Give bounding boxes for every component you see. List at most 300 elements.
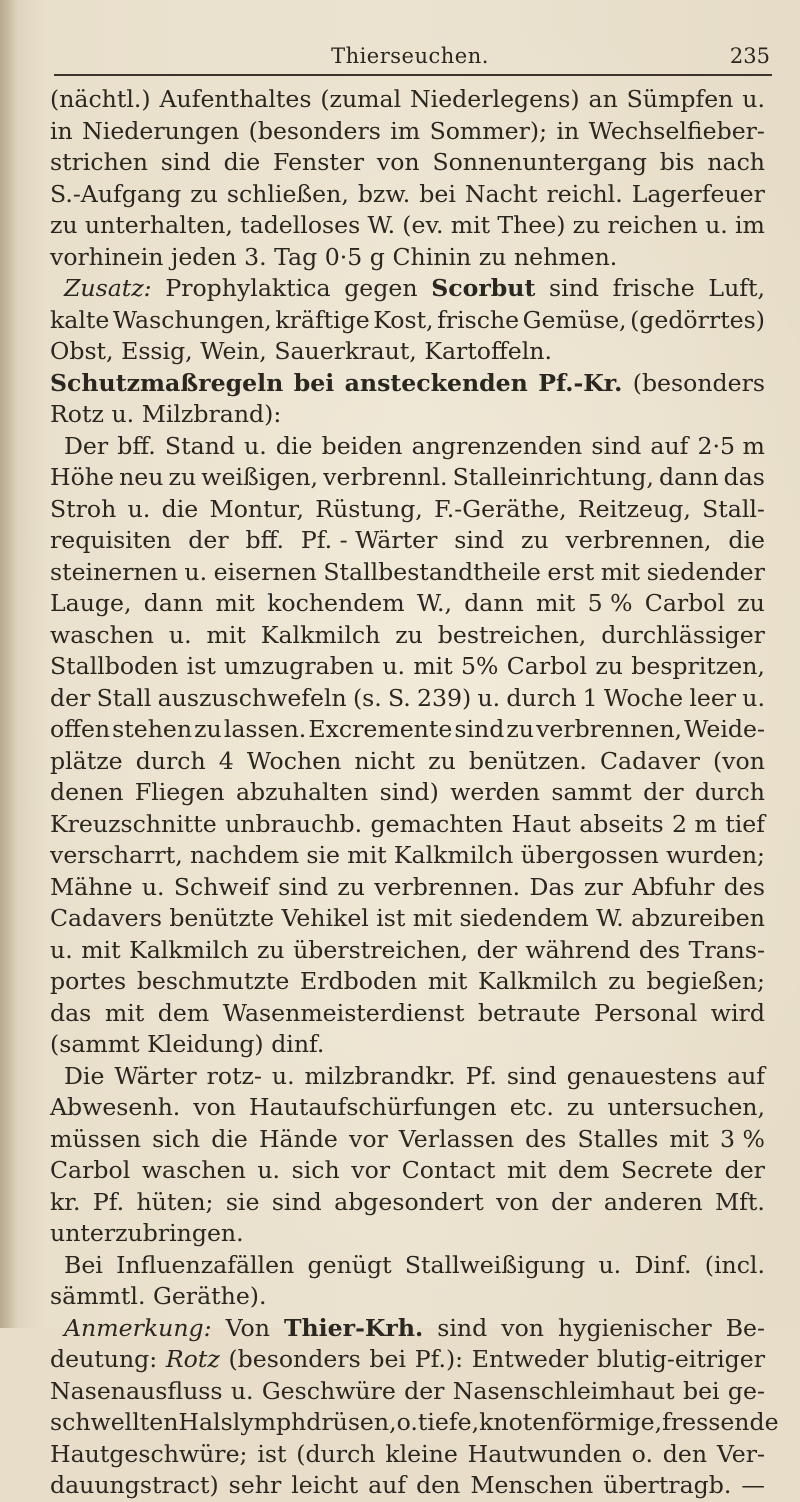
word: wird — [710, 998, 765, 1027]
word: Cadavers — [50, 904, 162, 932]
text-line — [50, 998, 765, 1030]
word: bff. — [117, 431, 156, 460]
word: benützte — [169, 904, 275, 932]
word: zu — [521, 526, 549, 554]
word: Thier-Krh. — [283, 1313, 424, 1342]
word: W. — [367, 211, 396, 239]
word: Das — [529, 872, 575, 901]
word: Essig, — [121, 337, 193, 365]
word: zu — [256, 935, 285, 964]
word: der — [724, 1156, 765, 1184]
word: abgesondert — [334, 1187, 484, 1216]
word: der — [188, 526, 229, 554]
text-line — [50, 746, 765, 778]
text-line — [50, 336, 765, 368]
word: in — [50, 116, 73, 145]
text-line — [50, 1092, 765, 1124]
word: steinernen — [50, 557, 178, 586]
page-header — [40, 44, 780, 74]
word: unterzubringen. — [50, 1219, 244, 1247]
word: deutung: — [50, 1345, 158, 1373]
word: gegen — [344, 274, 418, 302]
word: verbrennl. — [323, 463, 448, 491]
word: durch — [506, 683, 577, 712]
word: 1 — [582, 683, 598, 712]
word: u. — [50, 935, 73, 964]
word: der — [476, 935, 517, 964]
word: S.-Aufgang — [50, 179, 182, 208]
word: Stallboden — [50, 652, 179, 680]
word: Kalkmilch — [478, 967, 598, 995]
word: Entweder — [471, 1345, 589, 1373]
word: verbrennen, — [536, 715, 683, 743]
word: durch — [135, 746, 206, 775]
word: 3 % — [719, 1124, 765, 1153]
word: Prophylaktica — [165, 274, 331, 302]
word: 4 — [218, 746, 234, 775]
word: Influenzafällen — [116, 1250, 295, 1279]
word: dem — [557, 1156, 610, 1184]
word: (sammt — [50, 1030, 140, 1058]
word: Dinf. — [634, 1250, 692, 1279]
word: von — [501, 1313, 544, 1342]
word: von — [376, 148, 420, 176]
word: der — [643, 778, 684, 806]
word: sammt — [551, 778, 632, 806]
text-line — [50, 1281, 765, 1313]
word: nachdem — [189, 841, 300, 869]
word: Nasenausfluss — [50, 1376, 223, 1405]
word: Mähne — [50, 872, 133, 901]
word: kräftige — [275, 305, 370, 334]
word: lassen. — [223, 715, 307, 743]
word: Anmerkung: — [64, 1313, 212, 1342]
text-line — [50, 242, 765, 274]
word: an — [588, 85, 618, 113]
word: zu — [168, 463, 197, 491]
text-line — [50, 651, 765, 683]
word: ge- — [727, 1376, 765, 1405]
text-line — [50, 935, 765, 967]
word: Kalkmilch — [393, 841, 514, 869]
word: Reitzeug, — [577, 494, 691, 523]
word: mit — [206, 620, 246, 649]
word: Nasenschleimhaut — [452, 1376, 675, 1405]
word: zur — [583, 872, 623, 901]
word: Die — [64, 1061, 105, 1090]
word: Kartoffeln. — [424, 337, 552, 365]
word: müssen — [50, 1124, 141, 1153]
word: (besonders — [632, 368, 765, 397]
word: zu — [395, 620, 423, 649]
word: u. — [127, 494, 151, 523]
word: Wärter — [114, 1061, 197, 1090]
binding-shadow — [0, 0, 18, 1328]
word: W. — [596, 904, 624, 932]
word: überstreichen, — [293, 935, 469, 964]
word: bff. — [245, 526, 284, 554]
word: Thee) — [497, 211, 566, 239]
word: zu — [566, 1093, 595, 1121]
text-line — [50, 1218, 765, 1250]
word: die — [161, 494, 199, 523]
word: Carbol — [644, 589, 726, 617]
word: Pf.): — [414, 1345, 464, 1373]
word: Bei — [64, 1250, 103, 1279]
word: unbrauchb. — [225, 809, 363, 838]
word: u. — [742, 683, 765, 712]
word: leer — [689, 683, 737, 712]
word: reichen — [607, 211, 698, 239]
word: etc. — [509, 1093, 554, 1121]
word: dem — [157, 998, 210, 1027]
word: mit — [669, 1124, 709, 1153]
word: abzuhalten — [235, 778, 369, 806]
word: sind — [549, 274, 599, 302]
word: Hautgeschwüre; — [50, 1439, 248, 1468]
word: 5 % — [587, 589, 633, 617]
word: dann — [658, 463, 719, 491]
word: verscharrt, — [50, 841, 183, 869]
word: dinf. — [271, 1030, 325, 1058]
word: zu — [194, 715, 222, 743]
text-line — [50, 368, 765, 400]
word: Stall — [96, 683, 152, 712]
word: auf — [650, 431, 689, 460]
word: im — [390, 116, 421, 145]
text-line — [50, 1124, 765, 1156]
word: Trans- — [688, 935, 765, 964]
word: Rüstung, — [315, 494, 423, 523]
word: u. — [184, 557, 208, 586]
word: tadelloses — [240, 211, 361, 239]
text-line — [50, 1376, 765, 1408]
word: sehr — [228, 1471, 282, 1499]
word: Pf.-Kr. — [538, 368, 623, 397]
text-line — [50, 1407, 779, 1439]
word: knotenförmige, — [479, 1408, 663, 1436]
word: sind — [591, 431, 642, 460]
text-line — [50, 1313, 765, 1345]
text-line — [50, 84, 765, 116]
word: neu — [119, 463, 164, 491]
word: sind — [271, 1187, 322, 1216]
text-line — [50, 1029, 765, 1061]
text-line — [50, 116, 765, 148]
word: Stallbestandtheile — [323, 557, 541, 586]
text-line — [50, 683, 765, 715]
text-line — [50, 399, 765, 431]
word: u. — [141, 872, 165, 901]
word: zu — [190, 179, 218, 208]
text-line — [50, 840, 765, 872]
word: ist — [257, 1439, 287, 1468]
word: Stroh — [50, 494, 117, 523]
word: bei — [293, 368, 335, 397]
word: u. — [230, 1376, 254, 1405]
word: o. — [631, 1439, 653, 1468]
text-line — [50, 305, 765, 337]
word: Kalkmilch — [129, 935, 249, 964]
word: der — [50, 683, 91, 712]
word: Schutzmaßregeln — [50, 368, 284, 397]
word: tiefe, — [417, 1408, 480, 1436]
word: Menschen — [470, 1471, 594, 1499]
word: Carbol — [506, 652, 588, 680]
word: (besonders — [228, 1345, 361, 1373]
word: u. — [705, 211, 728, 239]
word: genauestens — [566, 1061, 718, 1090]
text-line — [50, 1344, 765, 1376]
word: den — [662, 1439, 708, 1468]
word: der — [551, 1187, 592, 1216]
word: Schweif — [173, 872, 269, 901]
word: waschen — [50, 620, 154, 649]
word: Hände — [258, 1124, 338, 1153]
word: abzureiben — [631, 904, 765, 932]
word: requisiten — [50, 526, 172, 554]
word: zu — [478, 242, 507, 271]
word: Rotz — [50, 400, 104, 428]
word: ist — [186, 652, 216, 680]
word: Carbol — [50, 1156, 131, 1184]
word: zu — [595, 652, 623, 680]
text-line — [50, 462, 765, 494]
word: übertragb. — [603, 1471, 732, 1499]
word: Stall- — [702, 494, 765, 523]
word: sämmtl. — [50, 1282, 146, 1310]
word: mit — [81, 935, 121, 964]
word: Wasenmeisterdienst — [222, 998, 465, 1027]
word: u. — [477, 683, 501, 712]
word: Pf. — [92, 1187, 125, 1216]
text-line — [50, 431, 765, 463]
word: übergossen — [520, 841, 659, 869]
word: sich — [291, 1156, 340, 1184]
word: denen — [50, 778, 124, 806]
word: mit — [413, 652, 453, 680]
word: zu — [428, 746, 456, 775]
word: Rotz — [165, 1345, 220, 1373]
word: u. — [271, 1061, 295, 1090]
text-line — [50, 210, 765, 242]
word: vor — [349, 1124, 388, 1153]
word: o. — [396, 1408, 418, 1436]
word: sie — [225, 1187, 260, 1216]
word: verbrennen. — [374, 872, 521, 901]
word: frische — [437, 305, 520, 334]
word: umzugraben — [224, 652, 375, 680]
word: das — [723, 463, 765, 491]
word: Luft, — [708, 274, 765, 302]
word: Hautwunden — [467, 1439, 622, 1468]
word: benützen. — [468, 746, 587, 775]
word: nach — [707, 148, 765, 176]
word: bis — [659, 148, 695, 176]
word: vorhinein — [50, 242, 164, 271]
word: schließen, — [226, 179, 349, 208]
word: Sonnenuntergang — [432, 148, 647, 176]
word: W., — [416, 589, 452, 617]
word: im — [734, 211, 765, 239]
word: Fenster — [273, 148, 365, 176]
word: frische — [612, 274, 695, 302]
word: sind — [454, 715, 505, 743]
word: ansteckenden — [344, 368, 528, 397]
word: Weide- — [684, 715, 765, 743]
word: Stalleinrichtung, — [452, 463, 654, 491]
word: Stand — [164, 431, 235, 460]
word: (ev. — [402, 211, 444, 239]
word: angrenzenden — [411, 431, 583, 460]
word: (durch — [296, 1439, 376, 1468]
word: sind) — [379, 778, 439, 806]
word: blutig-eitriger — [596, 1345, 765, 1373]
word: u. — [111, 400, 135, 428]
word: wurden; — [666, 841, 765, 869]
word: während — [525, 935, 631, 964]
word: Nacht — [464, 179, 538, 208]
word: Gemüse, — [522, 305, 627, 334]
text-line — [50, 903, 765, 935]
word: waschen — [141, 1156, 246, 1184]
word: Pf. - Wärter — [300, 526, 438, 554]
word: Woche — [603, 683, 684, 712]
word: Be- — [725, 1313, 765, 1342]
word: genügt — [307, 1250, 392, 1279]
word: kochendem — [267, 589, 405, 617]
word: durch — [694, 778, 765, 806]
word: Wechselfieber- — [588, 116, 765, 145]
word: mit — [450, 211, 491, 239]
word: 239) — [417, 683, 472, 712]
word: bei — [419, 179, 456, 208]
word: (von — [712, 746, 765, 775]
word: reichl. — [546, 179, 623, 208]
word: (gedörrtes) — [630, 305, 765, 334]
word: beschmutzte — [136, 967, 290, 995]
word: (s. — [352, 683, 382, 712]
word: Montur, — [209, 494, 304, 523]
word: beiden — [321, 431, 403, 460]
word: Mft. — [715, 1187, 765, 1216]
word: bei — [369, 1345, 406, 1373]
word: Höhe — [50, 463, 114, 491]
word: Geräthe). — [153, 1282, 267, 1310]
word: dann — [464, 589, 524, 617]
word: Kleidung) — [147, 1030, 264, 1058]
header-rule — [54, 74, 772, 76]
word: bei — [682, 1376, 720, 1405]
word: Kreuzschnitte — [50, 809, 217, 838]
word: Abwesenh. — [50, 1093, 181, 1121]
word: gemachten — [370, 809, 504, 838]
word: Contact — [401, 1156, 496, 1184]
text-line — [50, 714, 765, 746]
text-line — [50, 1250, 765, 1282]
word: dann — [143, 589, 204, 617]
text-line — [50, 872, 765, 904]
word: die — [728, 526, 765, 554]
word: begießen; — [646, 967, 765, 995]
word: mit — [506, 1156, 547, 1184]
word: der — [404, 1376, 445, 1405]
word: Wein, — [200, 337, 267, 365]
word: schwellten — [50, 1408, 179, 1436]
word: Wochen — [246, 746, 342, 775]
word: sind — [160, 148, 211, 176]
word: sich — [152, 1124, 201, 1153]
word: weißigen, — [201, 463, 319, 491]
word: ist — [376, 904, 406, 932]
word: auf — [368, 1471, 407, 1499]
text-line — [50, 1155, 765, 1187]
word: mit — [412, 904, 453, 932]
word: Milzbrand): — [141, 400, 282, 428]
word: Waschungen, — [112, 305, 272, 334]
word: mit — [104, 998, 145, 1027]
word: (besonders — [248, 116, 381, 145]
word: Fliegen — [134, 778, 225, 806]
word: den — [416, 1471, 461, 1499]
running-title: Thierseuchen. — [331, 44, 489, 68]
word: (incl. — [704, 1250, 765, 1279]
text-line — [50, 147, 765, 179]
word: die — [223, 148, 261, 176]
text-line — [50, 1061, 765, 1093]
word: Excremente — [308, 715, 453, 743]
word: 3. — [244, 242, 267, 271]
word: jeden — [171, 242, 237, 271]
word: offen — [50, 715, 111, 743]
text-line — [50, 494, 765, 526]
word: zu — [506, 715, 535, 743]
word: die — [211, 1124, 248, 1153]
word: 2·5 m — [697, 431, 765, 460]
word: des — [723, 872, 765, 901]
word: kalte — [50, 305, 110, 334]
word: Aufenthaltes — [159, 85, 312, 113]
word: Ver- — [716, 1439, 765, 1468]
word: nicht — [354, 746, 416, 775]
word: durchlässiger — [601, 620, 765, 649]
word: Cadaver — [600, 746, 700, 775]
word: milzbrandkr. — [304, 1061, 456, 1090]
word: hygienischer — [558, 1313, 712, 1342]
word: nehmen. — [513, 242, 618, 271]
word: zu — [337, 872, 365, 901]
word: siedendem — [459, 904, 589, 932]
word: hüten; — [136, 1187, 214, 1216]
word: Verlassen — [398, 1124, 515, 1153]
word: Geschwüre — [261, 1376, 396, 1405]
word: Sommer); — [429, 116, 548, 145]
word: kr. — [50, 1187, 81, 1216]
word: Lauge, — [50, 589, 132, 617]
text-line — [50, 179, 765, 211]
word: Scorbut — [431, 274, 536, 302]
word: zu — [737, 589, 765, 617]
word: stehen — [112, 715, 193, 743]
word: sind — [278, 872, 329, 901]
word: portes — [50, 967, 127, 995]
word: zu — [608, 967, 636, 995]
word: kleine — [385, 1439, 458, 1468]
word: mit — [427, 967, 468, 995]
word: Abfuhr — [631, 872, 715, 901]
text-line — [50, 273, 765, 305]
word: rotz- — [206, 1061, 262, 1090]
